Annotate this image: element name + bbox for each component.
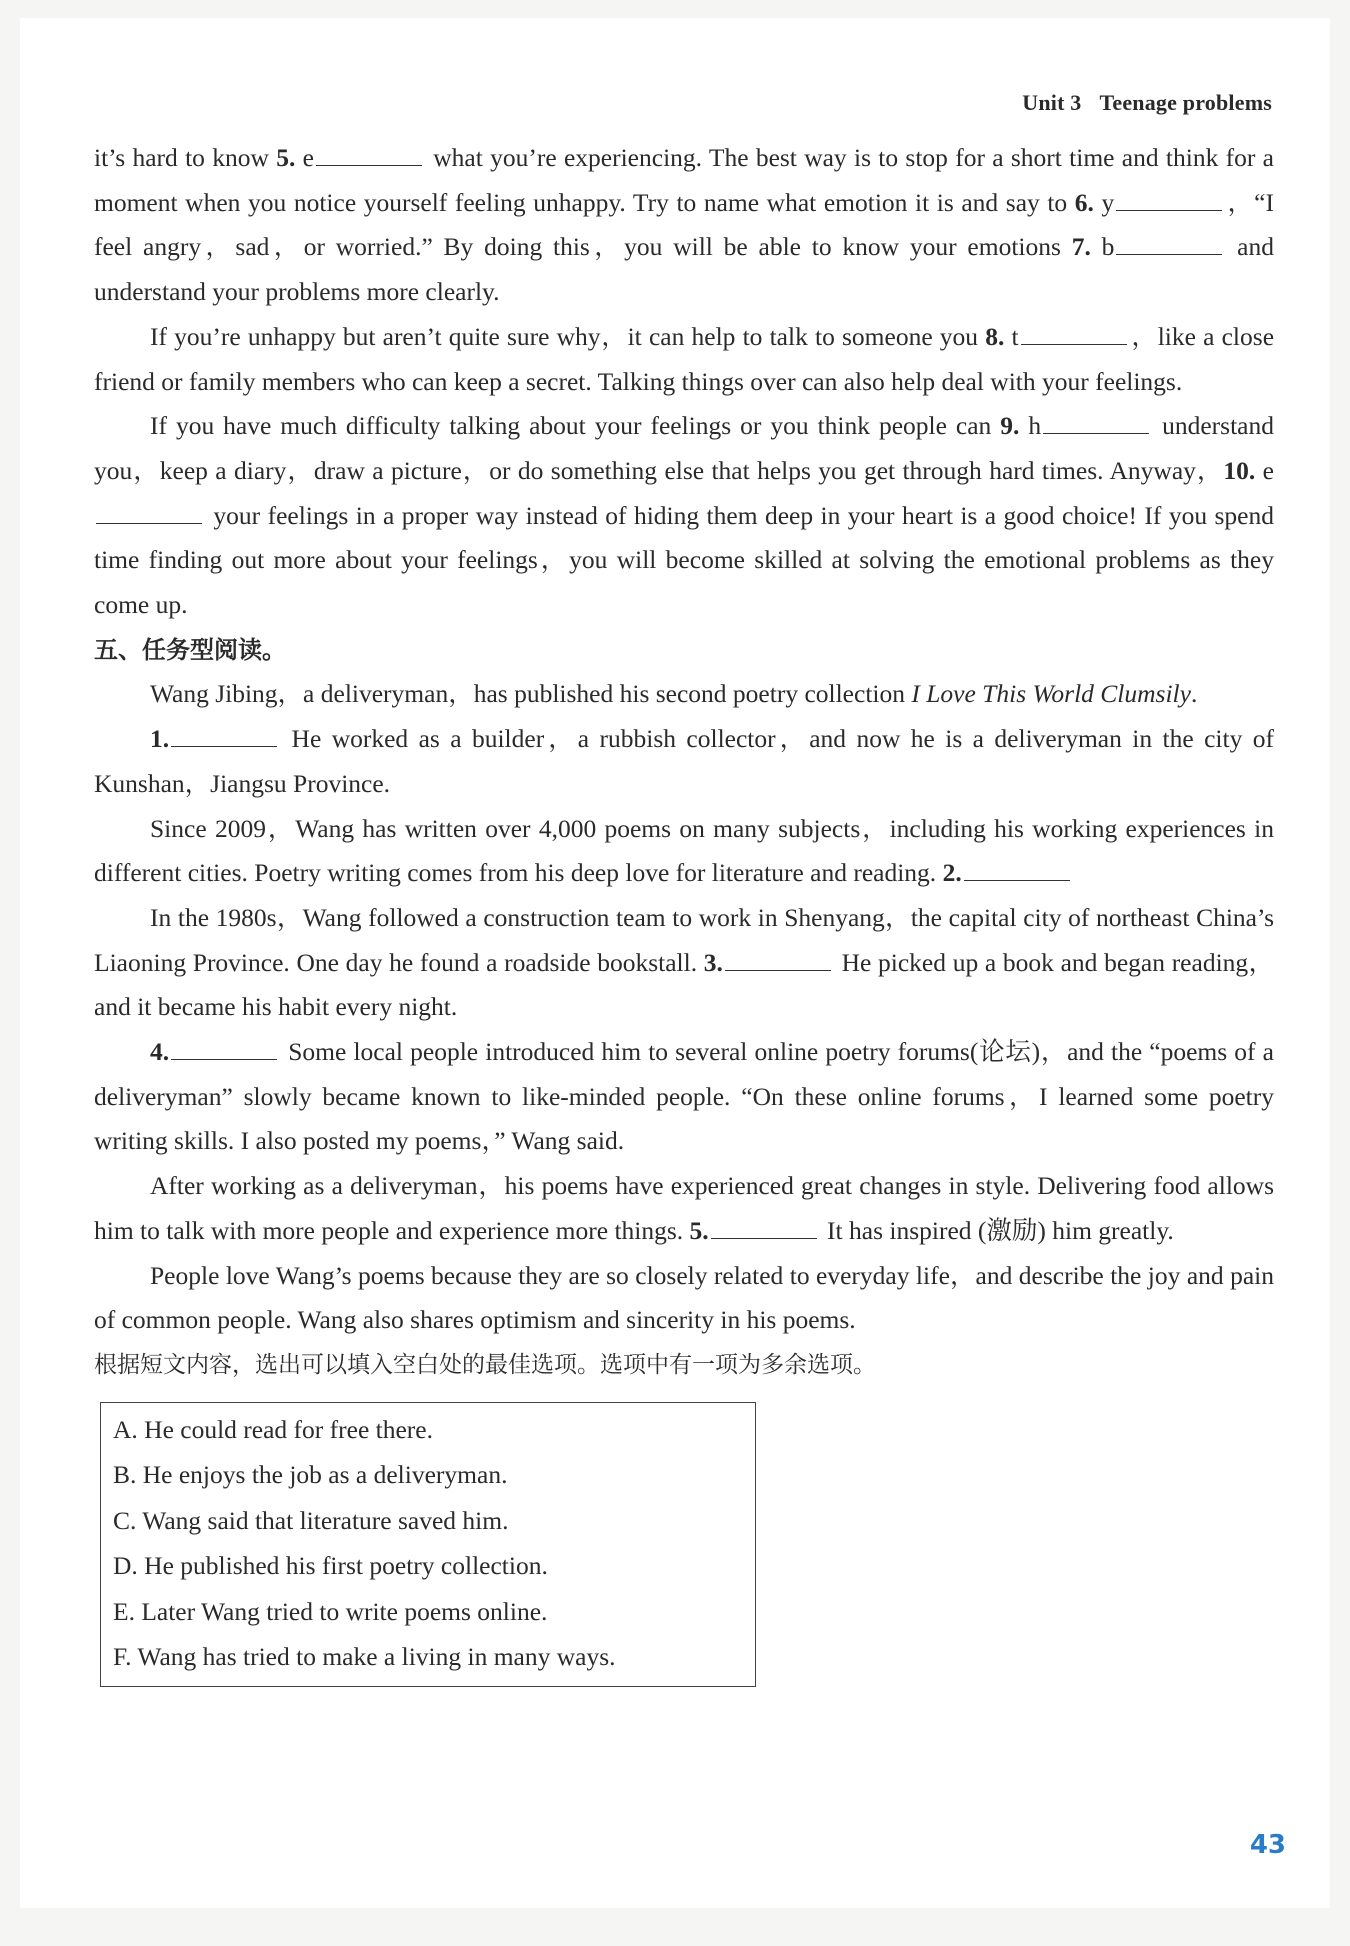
textbook-page — [20, 18, 1330, 1908]
question-number: 4. — [150, 1037, 170, 1067]
answer-blank[interactable] — [316, 145, 422, 166]
reading-paragraph-5: 4. Some local people introduced him to several online poetry forums(论坛)，and the “poems of a deliveryman” slowly became known to like-minded people. “On these online forums，I learned some poetry writing skills. I also posted my poems，” Wang said. — [94, 1037, 1274, 1156]
reading-paragraph-1: Wang Jibing，a deliveryman，has published his second poetry collection I Love This World Clumsily. — [150, 679, 1198, 709]
question-number: 1. — [150, 724, 170, 754]
options-box — [100, 1402, 756, 1687]
question-number: 3. — [703, 947, 723, 977]
question-number: 10. — [1223, 455, 1256, 485]
answer-blank[interactable] — [96, 503, 202, 524]
initial-letter: t — [1004, 321, 1019, 351]
answer-blank[interactable] — [1116, 234, 1222, 255]
unit-label: Unit 3 — [1022, 90, 1082, 115]
option-c[interactable]: C. Wang said that literature saved him. — [113, 1505, 509, 1535]
initial-letter: e — [295, 143, 314, 172]
page-number: 43 — [1249, 1830, 1286, 1860]
reading-paragraph-4: In the 1980s，Wang followed a construction team to work in Shenyang，the capital city of northeast China’s Liaoning Province. One day he found a roadside bookstall. 3. He picked up a book and began reading，and it became his habit every night. — [94, 902, 1274, 1022]
cloze-paragraph-3: If you have much difficulty talking about your feelings or you think people can 9. h understand you，keep a diary，draw a picture，or do something else that helps you get through hard times. Anyway，10. e your feelings in a proper way instead of hiding them deep in your heart is a good choice! If you spend time finding out more about your feelings，you will become skilled at solving the emotional problems as they come up. — [94, 411, 1274, 620]
reading-paragraph-2: 1. He worked as a builder，a rubbish collector，and now he is a deliveryman in the city of Kunshan，Jiangsu Province. — [94, 724, 1274, 798]
question-number: 5. — [276, 143, 296, 172]
question-number: 7. — [1071, 232, 1091, 262]
option-d[interactable]: D. He published his first poetry collection. — [113, 1551, 548, 1581]
answer-blank[interactable] — [1043, 413, 1149, 434]
question-number: 6. — [1074, 187, 1094, 217]
option-e[interactable]: E. Later Wang tried to write poems online. — [113, 1596, 548, 1626]
running-header — [1022, 90, 1272, 116]
initial-letter: y — [1093, 187, 1115, 217]
answer-blank[interactable] — [725, 950, 831, 971]
question-number: 2. — [942, 858, 962, 888]
answer-blank[interactable] — [171, 1039, 277, 1060]
reading-paragraph-3: Since 2009，Wang has written over 4,000 poems on many subjects，including his working experiences in different cities. Poetry writing comes from his deep love for literature and reading. 2. — [94, 813, 1274, 888]
page-content — [94, 136, 1274, 1687]
answer-blank[interactable] — [171, 726, 277, 747]
cloze-paragraph-1: it’s hard to know 5. e what you’re experiencing. The best way is to stop for a short time and think for a moment when you notice yourself feeling unhappy. Try to name what emotion it is and say to 6. y ，“I feel angry，sad，or worried.” By doing this，you will be able to know your emotions 7. b and understand your problems more clearly. — [94, 143, 1274, 307]
task-instruction: 根据短文内容，选出可以填入空白处的最佳选项。选项中有一项为多余选项。 — [94, 1351, 876, 1378]
initial-letter: b — [1090, 232, 1115, 262]
cloze-paragraph-2: If you’re unhappy but aren’t quite sure why，it can help to talk to someone you 8. t ，like a close friend or family members who can keep a secret. Talking things over can also help deal with your feelings. — [94, 321, 1275, 396]
option-b[interactable]: B. He enjoys the job as a deliveryman. — [113, 1460, 508, 1490]
question-number: 8. — [985, 321, 1005, 351]
reading-paragraph-7: People love Wang’s poems because they are so closely related to everyday life，and describe the joy and pain of common people. Wang also shares optimism and sincerity in his poems. — [94, 1260, 1274, 1335]
question-number: 9. — [1000, 411, 1020, 441]
section-heading: 五、任务型阅读。 — [94, 635, 286, 664]
answer-blank[interactable] — [1116, 190, 1222, 211]
answer-blank[interactable] — [964, 860, 1070, 881]
reading-paragraph-6: After working as a deliveryman，his poems have experienced great changes in style. Delivering food allows him to talk with more people and experience more things. 5. It has inspired (激励) him greatly. — [94, 1171, 1274, 1245]
question-number: 5. — [689, 1215, 709, 1245]
answer-blank[interactable] — [711, 1218, 817, 1239]
initial-letter: e — [1255, 455, 1274, 485]
option-f[interactable]: F. Wang has tried to make a living in many ways. — [113, 1642, 616, 1672]
book-title: I Love This World Clumsily — [911, 679, 1191, 709]
unit-title: Teenage problems — [1099, 90, 1272, 115]
initial-letter: h — [1019, 411, 1042, 441]
option-a[interactable]: A. He could read for free there. — [113, 1414, 433, 1444]
answer-blank[interactable] — [1021, 324, 1127, 345]
